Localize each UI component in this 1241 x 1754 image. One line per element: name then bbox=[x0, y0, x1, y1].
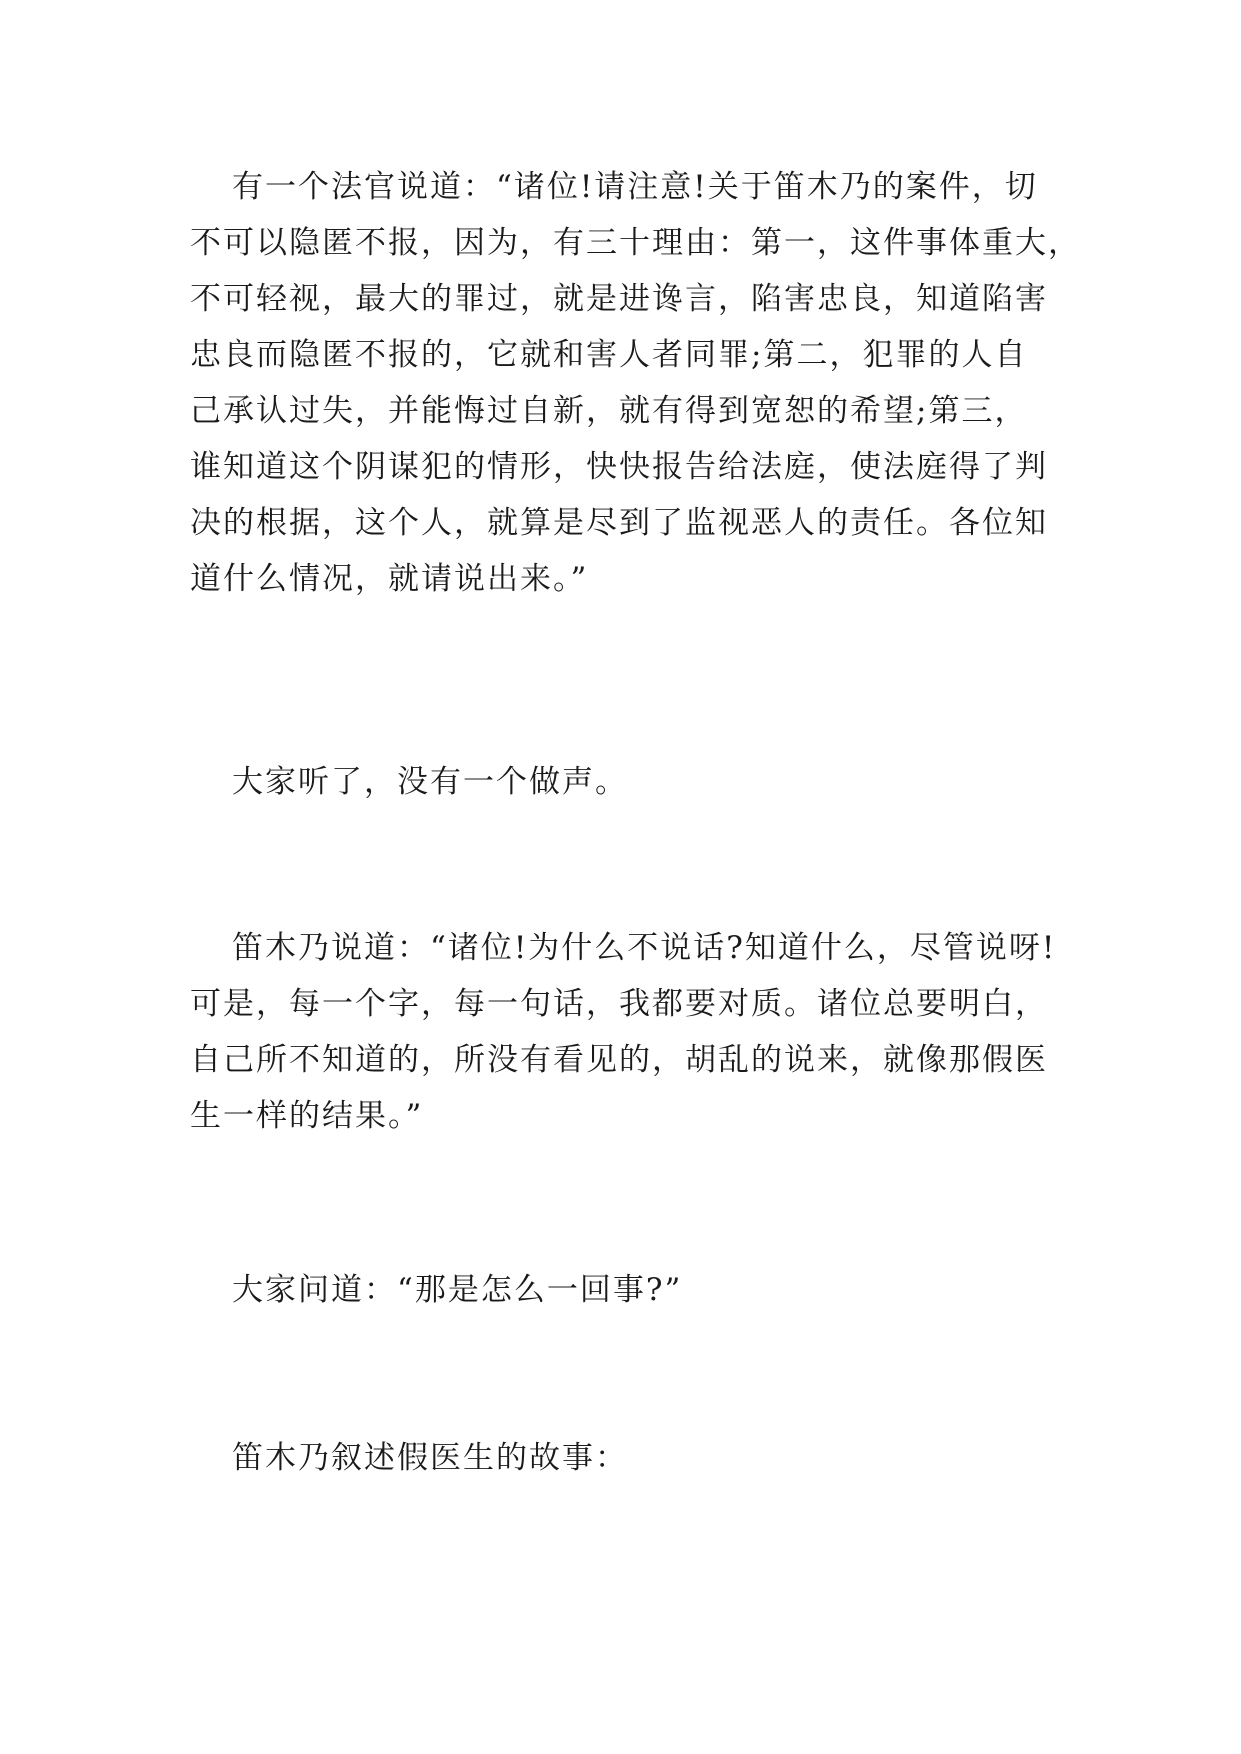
text-line: 己承认过失，并能悔过自新，就有得到宽恕的希望;第三， bbox=[190, 393, 1028, 429]
text-line: 笛木乃叙述假医生的故事： bbox=[232, 1440, 628, 1476]
text-line: 不可轻视，最大的罪过，就是进谗言，陷害忠良，知道陷害 bbox=[190, 281, 1048, 317]
text-line: 笛木乃说道：“诸位!为什么不说话?知道什么，尽管说呀! bbox=[232, 930, 1057, 966]
text-line: 不可以隐匿不报，因为，有三十理由：第一，这件事体重大， bbox=[190, 225, 1081, 261]
paragraph-silence bbox=[190, 754, 1090, 810]
text-line: 大家问道：“那是怎么一回事?” bbox=[232, 1272, 683, 1308]
paragraph-story-intro bbox=[190, 1430, 1090, 1486]
paragraph-dimuna-speech bbox=[190, 920, 1090, 1144]
text-line: 有一个法官说道：“诸位!请注意!关于笛木乃的案件，切 bbox=[232, 169, 1038, 205]
text-line: 可是，每一个字，每一句话，我都要对质。诸位总要明白， bbox=[190, 986, 1048, 1022]
text-line: 忠良而隐匿不报的，它就和害人者同罪;第二，犯罪的人自 bbox=[190, 337, 1028, 373]
text-line: 道什么情况，就请说出来。” bbox=[190, 561, 589, 597]
text-line: 生一样的结果。” bbox=[190, 1098, 424, 1134]
text-line: 大家听了，没有一个做声。 bbox=[232, 764, 628, 800]
text-line: 谁知道这个阴谋犯的情形，快快报告给法庭，使法庭得了判 bbox=[190, 449, 1048, 485]
text-line: 决的根据，这个人，就算是尽到了监视恶人的责任。各位知 bbox=[190, 505, 1048, 541]
text-line: 自己所不知道的，所没有看见的，胡乱的说来，就像那假医 bbox=[190, 1042, 1048, 1078]
paragraph-judge-speech bbox=[190, 159, 1090, 607]
paragraph-question bbox=[190, 1262, 1090, 1318]
